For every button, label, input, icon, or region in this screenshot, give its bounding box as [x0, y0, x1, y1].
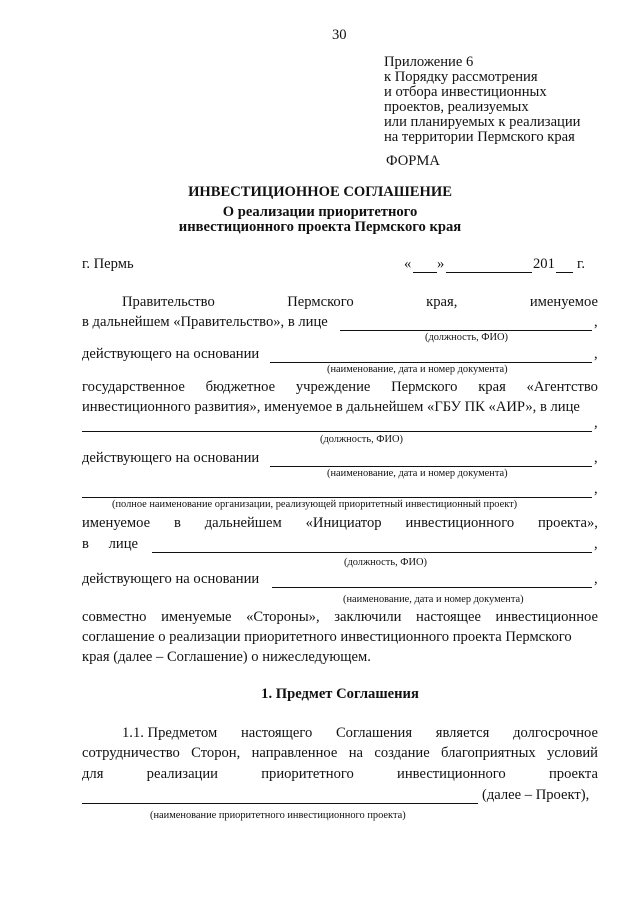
word: «Стороны»,	[246, 609, 320, 625]
date-year-suffix: г.	[577, 256, 585, 272]
word: реализации	[146, 766, 218, 782]
comma: ,	[594, 536, 598, 552]
appendix-line: к Порядку рассмотрения	[384, 69, 538, 85]
hint-organization: (полное наименование организации, реализующей приоритетный инвестиционный проект)	[112, 499, 518, 510]
word: «Агентство	[526, 379, 598, 395]
initiator-in-person	[82, 536, 138, 553]
word: инвестиционного	[397, 766, 506, 782]
section1-p1-line3	[82, 766, 598, 783]
comma: ,	[594, 571, 598, 587]
word: 1.1. Предметом	[122, 725, 218, 741]
appendix-line: Приложение 6	[384, 54, 474, 70]
word: инвестиционного	[405, 515, 515, 531]
word: в	[173, 515, 181, 531]
government-line2: в дальнейшем «Правительство», в лице	[82, 314, 328, 330]
word: благоприятных	[441, 745, 536, 761]
word: проекта»,	[538, 515, 598, 531]
comma: ,	[594, 346, 598, 362]
project-name-blank	[82, 803, 478, 804]
section1-p1-line1	[122, 725, 598, 742]
word: направленное	[251, 745, 338, 761]
government-line1	[122, 294, 598, 311]
word: бюджетное	[205, 379, 276, 395]
word: именуемое	[82, 515, 151, 531]
word: именуемое	[529, 294, 598, 310]
word: учреждение	[295, 379, 371, 395]
hint-document: (наименование, дата и номер документа)	[327, 364, 508, 375]
date-year-blank	[556, 272, 573, 273]
word: инвестиционное	[495, 609, 598, 625]
government-document-blank	[270, 362, 592, 363]
date-open-quote: «	[404, 256, 412, 272]
document-subtitle-line1: О реализации приоритетного	[222, 204, 418, 220]
agency-line1	[82, 379, 598, 396]
word: приоритетного	[261, 766, 354, 782]
comma: ,	[594, 481, 598, 497]
project-tail: (далее – Проект),	[482, 787, 590, 803]
word: долгосрочное	[513, 725, 598, 741]
initiator-named-line	[82, 515, 598, 532]
initiator-org-blank	[82, 497, 592, 498]
date-day-blank	[413, 272, 437, 273]
agency-line2: инвестиционного развития», именуемое в дальнейшем «ГБУ ПК «АИР», в лице	[82, 399, 580, 415]
word: края	[478, 379, 506, 395]
comma: ,	[594, 314, 598, 330]
initiator-acting: действующего на основании	[82, 571, 260, 587]
word: лице	[108, 536, 138, 552]
comma: ,	[594, 450, 598, 466]
document-subtitle-line2: инвестиционного проекта Пермского края	[178, 219, 462, 235]
word: на	[348, 745, 364, 761]
word: настоящее	[416, 609, 481, 625]
hint-position: (должность, ФИО)	[320, 434, 403, 445]
word: Пермского	[287, 294, 354, 310]
appendix-line: проектов, реализуемых	[384, 99, 529, 115]
initiator-document-blank	[272, 587, 592, 588]
closing-line3: края (далее – Соглашение) о нижеследующем.	[82, 649, 371, 665]
appendix-line: и отбора инвестиционных	[384, 84, 547, 100]
hint-project: (наименование приоритетного инвестиционного проекта)	[150, 810, 406, 821]
hint-document: (наименование, дата и номер документа)	[327, 468, 508, 479]
word: в	[82, 536, 89, 552]
word: Сторон,	[191, 745, 241, 761]
word: заключили	[334, 609, 402, 625]
government-acting: действующего на основании	[82, 346, 260, 362]
appendix-block	[384, 55, 580, 145]
word: условий	[547, 745, 598, 761]
document-title: ИНВЕСТИЦИОННОЕ СОГЛАШЕНИЕ	[188, 184, 452, 200]
word: настоящего	[240, 725, 313, 741]
word: края,	[426, 294, 458, 310]
appendix-line: или планируемых к реализации	[384, 114, 581, 130]
word: совместно	[82, 609, 147, 625]
hint-position: (должность, ФИО)	[425, 332, 508, 343]
government-person-blank	[340, 330, 592, 331]
word: Правительство	[122, 294, 215, 310]
closing-line1	[82, 609, 598, 626]
initiator-person-blank	[152, 552, 592, 553]
date-close-quote: »	[437, 256, 445, 272]
date-year-prefix: 201	[533, 256, 555, 272]
form-label: ФОРМА	[386, 153, 440, 169]
page-number: 30	[332, 27, 347, 43]
place-text: г. Пермь	[82, 256, 134, 272]
closing-line2: соглашение о реализации приоритетного инвестиционного проекта Пермского	[82, 629, 572, 645]
word: Соглашения	[335, 725, 413, 741]
word: создание	[374, 745, 430, 761]
word: дальнейшем	[204, 515, 282, 531]
word: именуемые	[161, 609, 232, 625]
word: сотрудничество	[82, 745, 180, 761]
appendix-line: на территории Пермского края	[384, 129, 575, 145]
agency-document-blank	[270, 466, 592, 467]
word: проекта	[548, 766, 598, 782]
date-month-blank	[446, 272, 532, 273]
word: Пермского	[391, 379, 458, 395]
section-heading: 1. Предмет Соглашения	[261, 686, 419, 702]
word: является	[435, 725, 490, 741]
hint-document: (наименование, дата и номер документа)	[343, 594, 524, 605]
word: для	[82, 766, 104, 782]
word: «Инициатор	[305, 515, 382, 531]
comma: ,	[594, 415, 598, 431]
word: государственное	[82, 379, 185, 395]
agency-acting: действующего на основании	[82, 450, 260, 466]
agency-person-blank	[82, 431, 592, 432]
hint-position: (должность, ФИО)	[344, 557, 427, 568]
section1-p1-line2	[82, 745, 598, 762]
